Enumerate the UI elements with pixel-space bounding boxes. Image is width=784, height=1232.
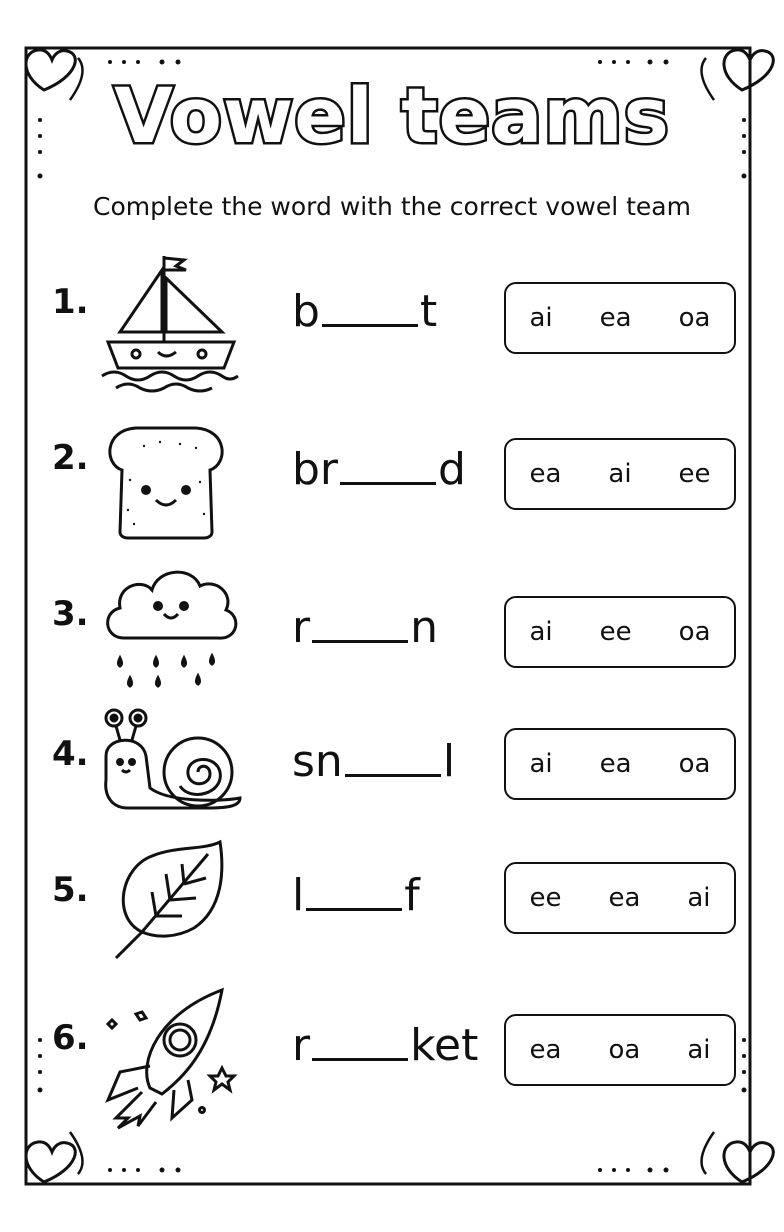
word-start: r [292, 602, 311, 653]
item-number: 5. [52, 870, 89, 910]
option-choice[interactable]: ea [599, 303, 632, 333]
option-choice[interactable]: ai [529, 749, 553, 779]
page-title: Vowel teams [114, 71, 670, 160]
vowel-team-options [504, 728, 736, 800]
instruction-text: Complete the word with the correct vowel team [93, 192, 691, 221]
incomplete-word [292, 444, 466, 495]
word-start: r [292, 1020, 311, 1071]
answer-blank[interactable] [312, 1054, 408, 1061]
word-start: sn [292, 736, 343, 787]
answer-blank[interactable] [306, 904, 402, 911]
option-choice[interactable]: ee [599, 617, 632, 647]
option-choice[interactable]: ai [608, 459, 632, 489]
word-start: b [292, 286, 320, 337]
answer-blank[interactable] [322, 320, 418, 327]
option-choice[interactable]: ai [687, 883, 711, 913]
answer-blank[interactable] [340, 478, 436, 485]
option-choice[interactable]: oa [678, 303, 711, 333]
vowel-team-options [504, 282, 736, 354]
incomplete-word [292, 286, 437, 337]
heart-icon [26, 1142, 75, 1182]
word-end: n [410, 602, 438, 653]
vowel-team-options [504, 1014, 736, 1086]
option-choice[interactable]: ai [687, 1035, 711, 1065]
option-choice[interactable]: oa [678, 617, 711, 647]
option-choice[interactable]: ea [529, 459, 562, 489]
item-number: 4. [52, 734, 89, 774]
option-choice[interactable]: ee [678, 459, 711, 489]
word-end: l [442, 736, 456, 787]
item-number: 6. [52, 1018, 89, 1058]
word-end: ket [410, 1020, 479, 1071]
leaf-picture [112, 838, 228, 962]
incomplete-word [292, 870, 420, 921]
sailboat-picture [96, 248, 242, 394]
answer-blank[interactable] [312, 636, 408, 643]
incomplete-word [292, 736, 455, 787]
bread-picture [100, 420, 232, 542]
word-end: t [419, 286, 438, 337]
option-choice[interactable]: oa [608, 1035, 641, 1065]
option-choice[interactable]: ee [529, 883, 562, 913]
word-end: f [404, 870, 420, 921]
incomplete-word [292, 602, 438, 653]
word-start: br [292, 444, 339, 495]
option-choice[interactable]: ea [529, 1035, 562, 1065]
item-number: 1. [52, 282, 89, 322]
item-number: 3. [52, 594, 89, 634]
word-start: l [292, 870, 305, 921]
option-choice[interactable]: oa [678, 749, 711, 779]
rocket-picture [98, 984, 238, 1130]
option-choice[interactable]: ea [608, 883, 641, 913]
rain-cloud-picture [100, 560, 240, 694]
vowel-team-options [504, 862, 736, 934]
option-choice[interactable]: ai [529, 617, 553, 647]
word-end: d [438, 444, 466, 495]
snail-picture [98, 706, 244, 814]
vowel-team-options [504, 596, 736, 668]
option-choice[interactable]: ai [529, 303, 553, 333]
vowel-team-options [504, 438, 736, 510]
star-icon [136, 1012, 146, 1020]
incomplete-word [292, 1020, 478, 1071]
option-choice[interactable]: ea [599, 749, 632, 779]
item-number: 2. [52, 438, 89, 478]
answer-blank[interactable] [345, 770, 441, 777]
